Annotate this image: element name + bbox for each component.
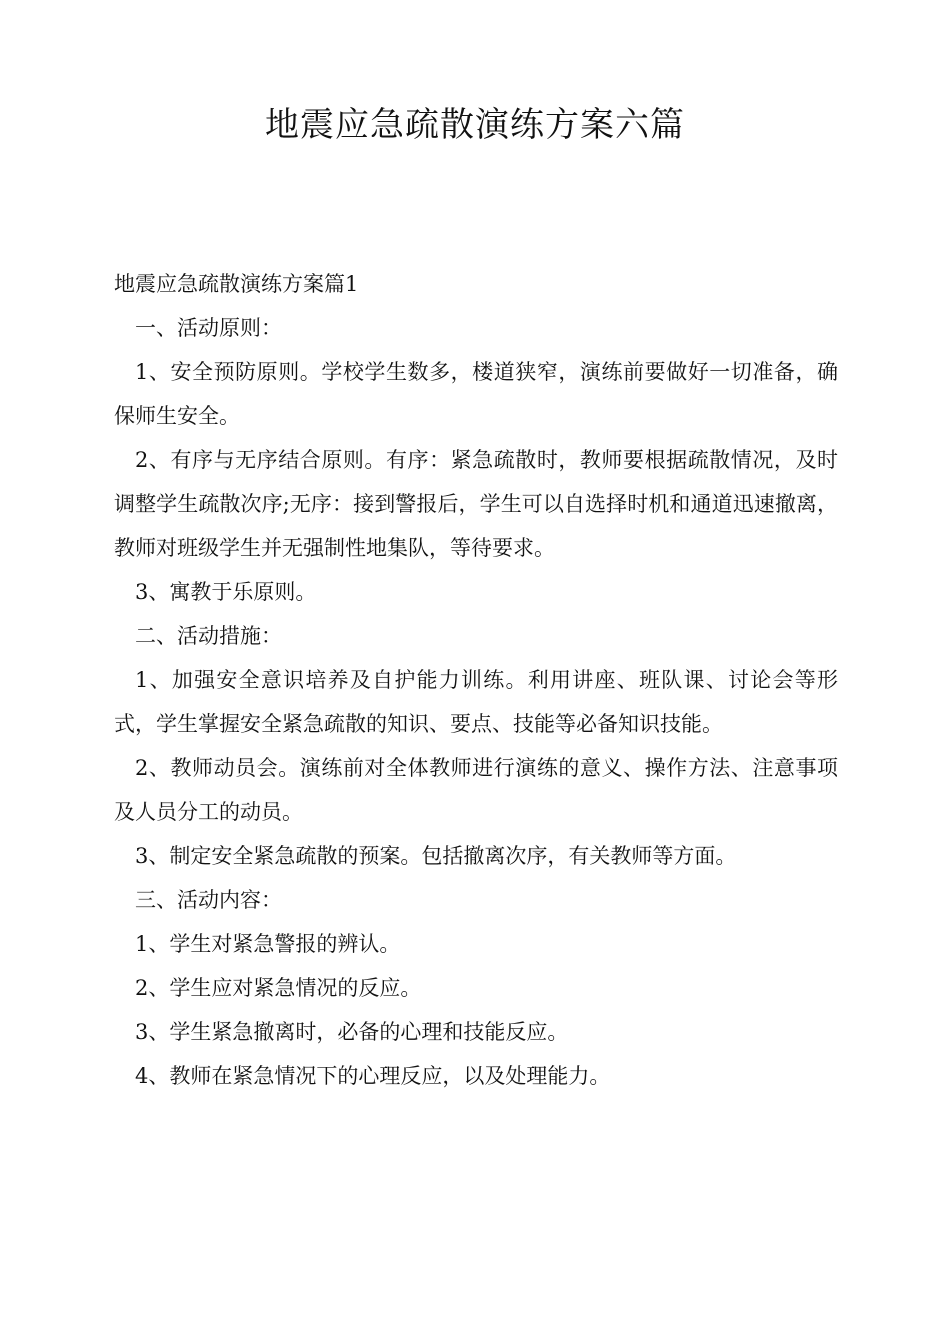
paragraph: 三、活动内容： xyxy=(135,888,282,912)
paragraph: 2、有序与无序结合原则。有序：紧急疏散时，教师要根据疏散情况，及时调整学生疏散次序;无序：接到警报后，学生可以自选择时机和通道迅速撤离，教师对班级学生并无强制性地集队，等待要求。 xyxy=(114,448,838,560)
paragraph: 3、学生紧急撤离时，必备的心理和技能反应。 xyxy=(135,1020,569,1044)
paragraph: 2、学生应对紧急情况的反应。 xyxy=(135,976,422,1000)
paragraph: 3、制定安全紧急疏散的预案。包括撤离次序，有关教师等方面。 xyxy=(135,844,737,868)
paragraph: 1、安全预防原则。学校学生数多，楼道狭窄，演练前要做好一切准备，确保师生安全。 xyxy=(114,360,838,428)
paragraph: 1、加强安全意识培养及自护能力训练。利用讲座、班队课、讨论会等形式，学生掌握安全紧急疏散的知识、要点、技能等必备知识技能。 xyxy=(114,668,838,736)
paragraph: 1、学生对紧急警报的辨认。 xyxy=(135,932,401,956)
paragraph: 2、教师动员会。演练前对全体教师进行演练的意义、操作方法、注意事项及人员分工的动员。 xyxy=(114,756,838,824)
paragraph: 4、教师在紧急情况下的心理反应，以及处理能力。 xyxy=(135,1064,611,1088)
document-title: 地震应急疏散演练方案六篇 xyxy=(265,105,685,145)
paragraph: 3、寓教于乐原则。 xyxy=(135,580,317,604)
section-title: 地震应急疏散演练方案篇1 xyxy=(114,272,359,296)
paragraph: 一、活动原则： xyxy=(135,316,282,340)
paragraph: 二、活动措施： xyxy=(135,624,282,648)
document-body xyxy=(114,262,838,1098)
